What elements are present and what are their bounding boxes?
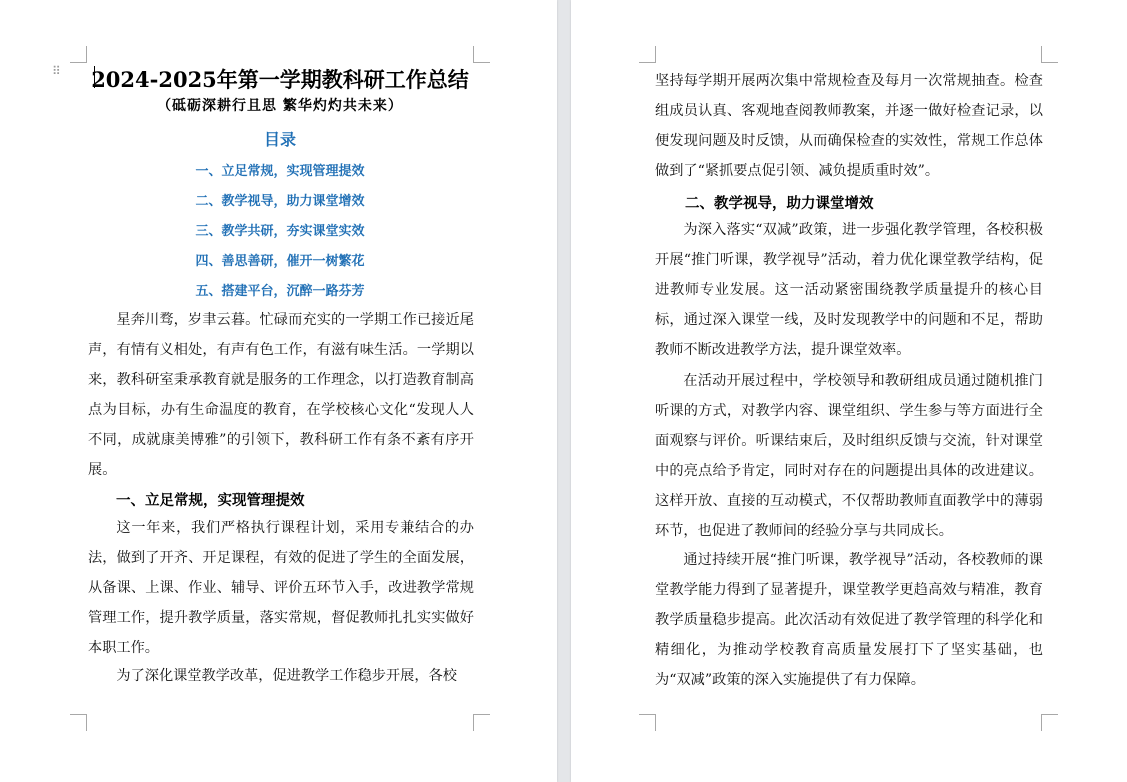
margin-corner-mark [639, 714, 656, 731]
drag-handle-icon[interactable]: ⠿ [52, 64, 62, 78]
body-paragraph[interactable]: 为了深化课堂教学改革，促进教学工作稳步开展，各校 [116, 668, 457, 684]
toc-heading: 目录 [263, 130, 296, 149]
toc-item[interactable]: 四、善思善研，催开一树繁花 [195, 254, 365, 269]
body-paragraph[interactable]: 通过持续开展“推门听课，教学视导”活动，各校教师的课堂教学能力得到了显著提升，课堂教学更趋高效与精准，教育教学质量稳步提高。此次活动有效促进了教学管理的科学化和精细化，为推动学校教育高质量发展打下了坚实基础，也为“双减”政策的深入实施提供了有力保障。 [655, 552, 1043, 688]
body-paragraph[interactable]: 这一年来，我们严格执行课程计划，采用专兼结合的办法，做到了开齐、开足课程，有效的促进了学生的全面发展，从备课、上课、作业、辅导、评价五环节入手，改进教学常规管理工作，提升教学质量，落实常规，督促教师扎扎实实做好本职工作。 [88, 520, 474, 656]
document-subtitle[interactable]: （砥砺深耕行且思 繁华灼灼共未来） [157, 98, 403, 114]
document-title[interactable]: 2024-2025年第一学期教科研工作总结 [91, 67, 469, 92]
section-heading[interactable]: 二、教学视导，助力课堂增效 [685, 196, 874, 212]
document-page-1[interactable] [0, 0, 557, 782]
margin-corner-mark [473, 46, 490, 63]
margin-corner-mark [70, 46, 87, 63]
intro-paragraph[interactable]: 星奔川骛，岁聿云暮。忙碌而充实的一学期工作已接近尾声，有情有义相处，有声有色工作，有滋有味生活。一学期以来，教科研室秉承教育就是服务的工作理念，以打造教育制高点为目标，办有生命温度的教育，在学校核心文化“发现人人不同，成就康美博雅”的引领下，教科研工作有条不紊有序开展。 [88, 312, 474, 478]
margin-corner-mark [473, 714, 490, 731]
toc-item[interactable]: 三、教学共研，夯实课堂实效 [195, 224, 365, 239]
section-heading[interactable]: 一、立足常规，实现管理提效 [116, 493, 305, 509]
body-paragraph[interactable]: 在活动开展过程中，学校领导和教研组成员通过随机推门听课的方式，对教学内容、课堂组织、学生参与等方面进行全面观察与评价。听课结束后，及时组织反馈与交流，针对课堂中的亮点给予肯定，同时对存在的问题提出具体的改进建议。这样开放、直接的互动模式，不仅帮助教师直面教学中的薄弱环节，也促进了教师间的经验分享与共同成长。 [655, 373, 1043, 539]
margin-corner-mark [1041, 714, 1058, 731]
body-paragraph[interactable]: 坚持每学期开展两次集中常规检查及每月一次常规抽查。检查组成员认真、客观地查阅教师教案，并逐一做好检查记录，以便发现问题及时反馈，从而确保检查的实效性，常规工作总体做到了“紧抓要点促引领、减负提质重时效”。 [655, 73, 1043, 179]
body-paragraph[interactable]: 为深入落实“双减”政策，进一步强化教学管理，各校积极开展“推门听课，教学视导”活动，着力优化课堂教学结构，促进教师专业发展。这一活动紧密围绕教学质量提升的核心目标，通过深入课堂一线，及时发现教学中的问题和不足，帮助教师不断改进教学方法，提升课堂效率。 [655, 222, 1043, 358]
toc-item[interactable]: 一、立足常规，实现管理提效 [195, 164, 365, 179]
toc-item[interactable]: 五、搭建平台，沉醉一路芬芳 [195, 284, 365, 299]
margin-corner-mark [70, 714, 87, 731]
margin-corner-mark [1041, 46, 1058, 63]
margin-corner-mark [639, 46, 656, 63]
toc-item[interactable]: 二、教学视导，助力课堂增效 [195, 194, 365, 209]
